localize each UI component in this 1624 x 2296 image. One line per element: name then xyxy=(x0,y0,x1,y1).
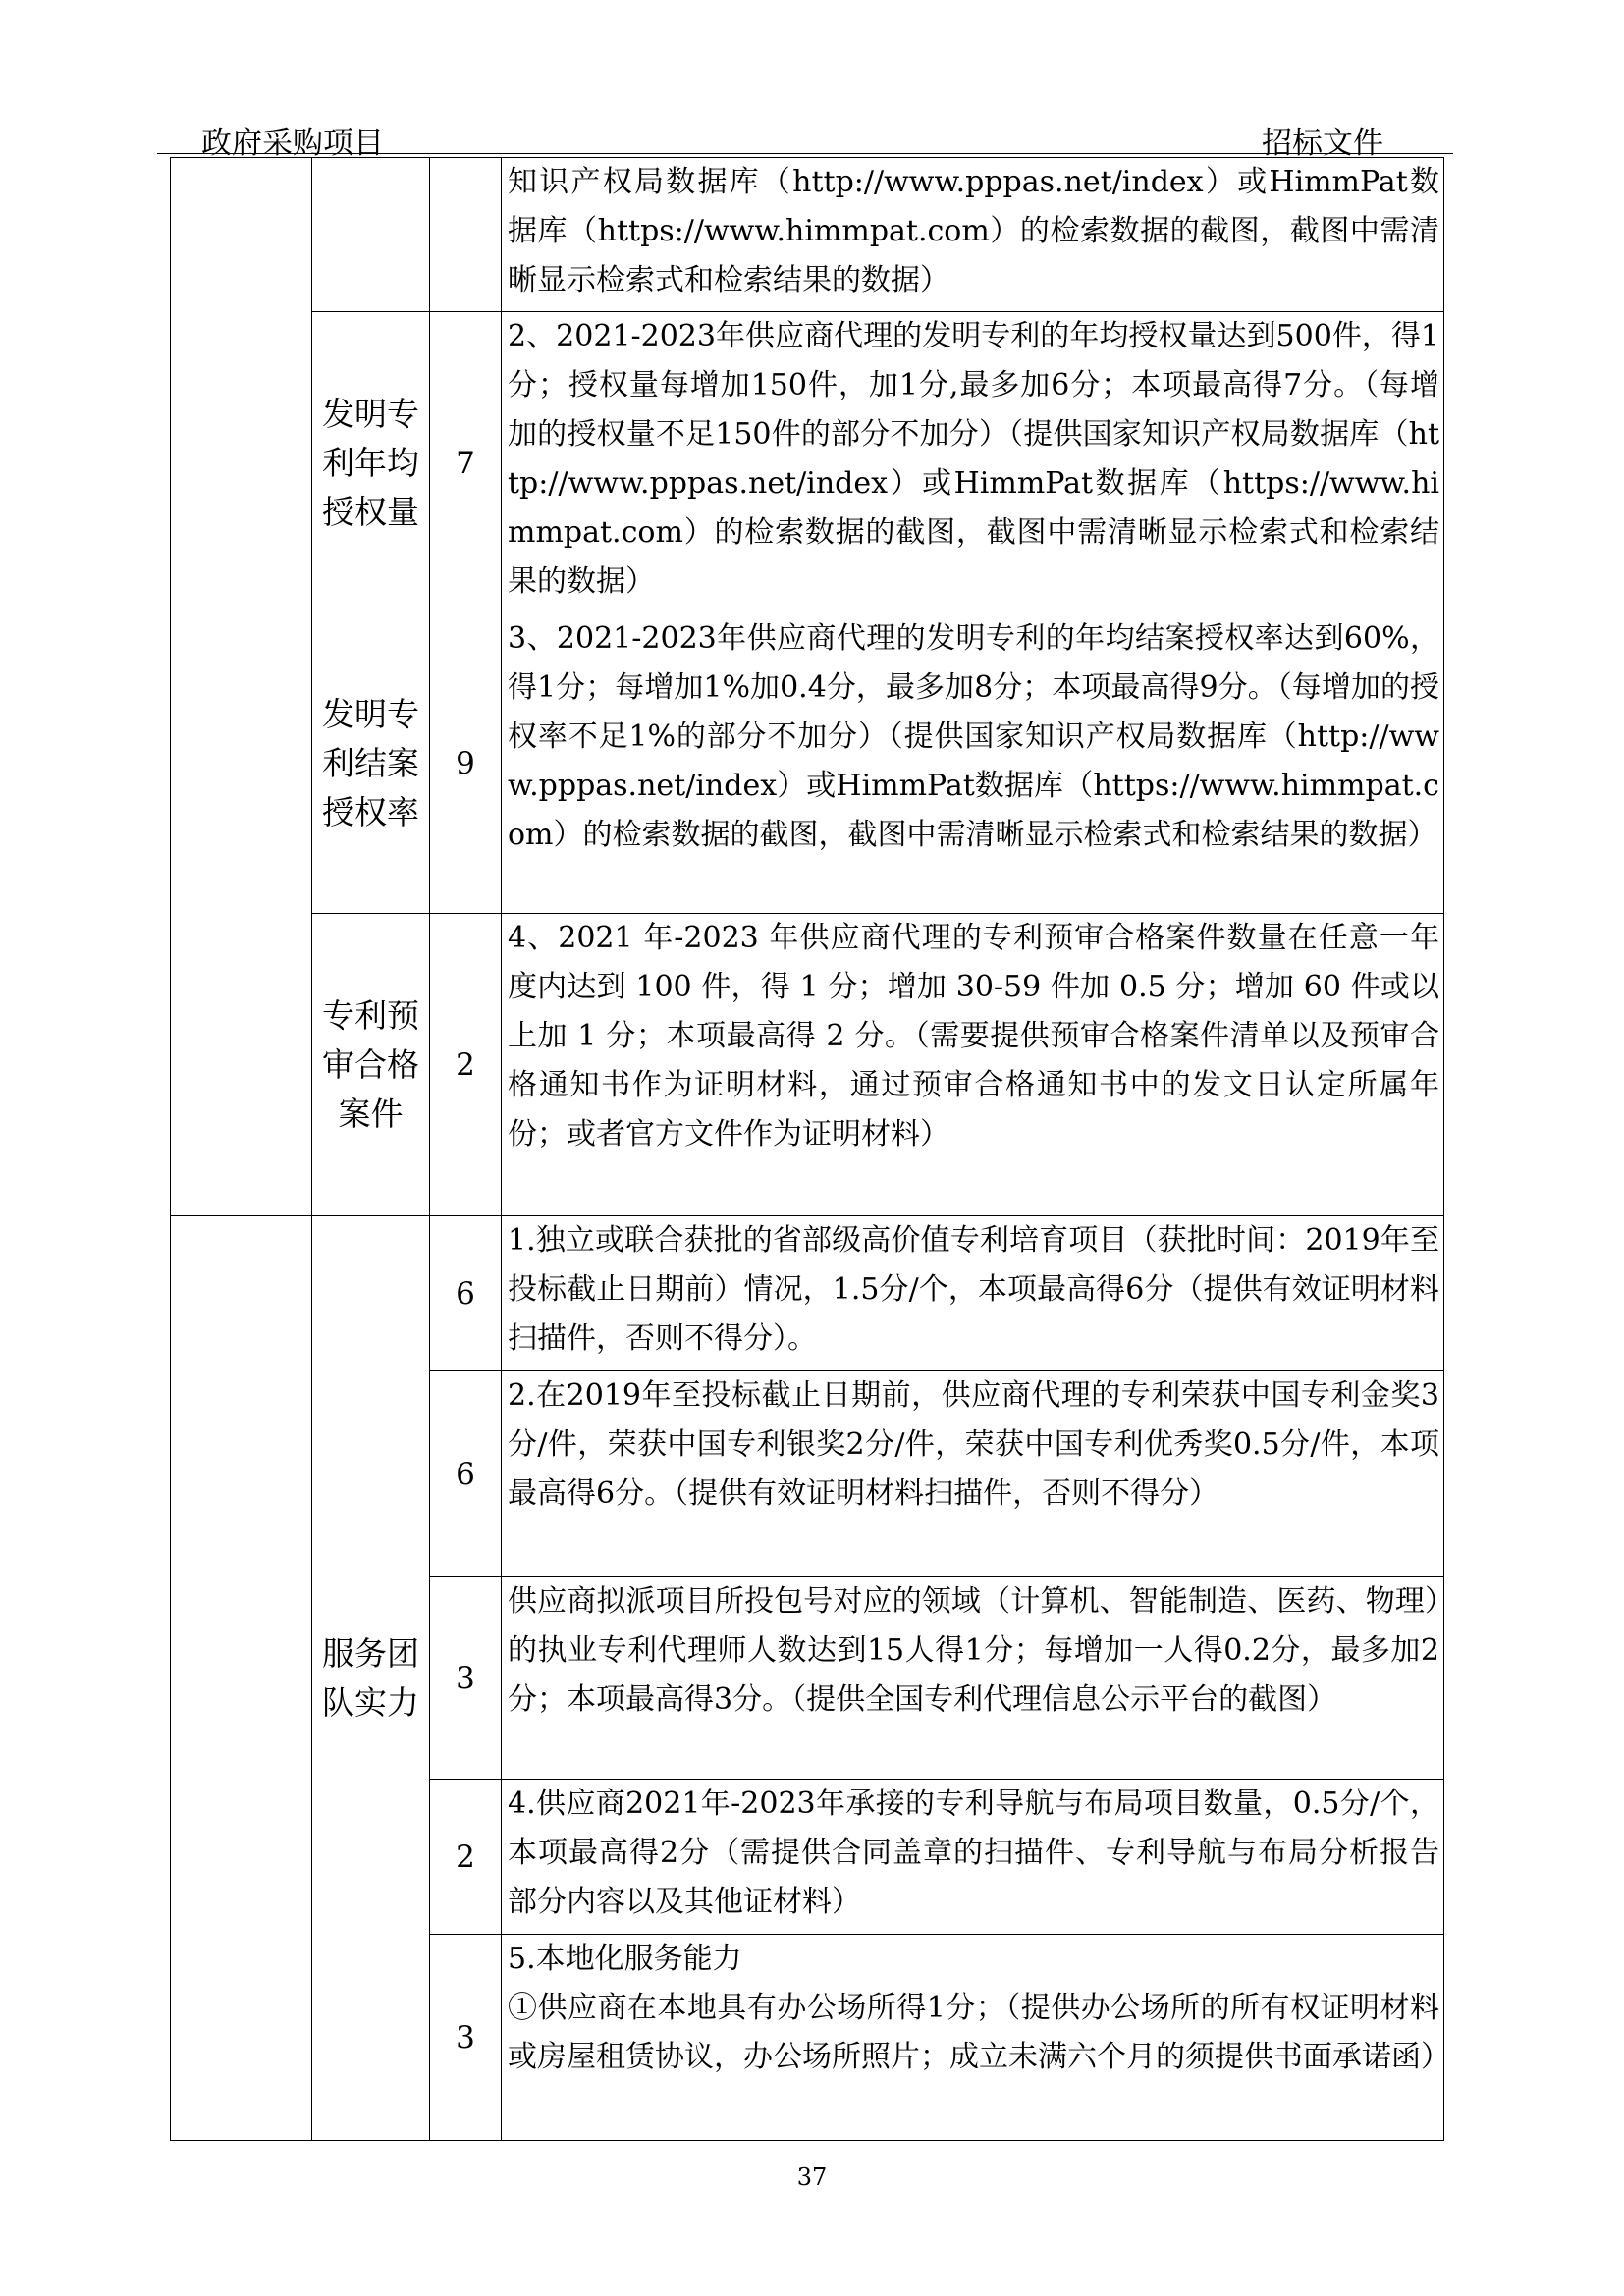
criteria-cell: 供应商拟派项目所投包号对应的领域（计算机、智能制造、医药、物理）的执业专利代理师人数达到15人得1分；每增加一人得0.2分，最多加2分；本项最高得3分。（提供全国专利代理信息公示平台的截图） xyxy=(502,1577,1444,1780)
score-cell: 6 xyxy=(430,1371,502,1577)
score-cell xyxy=(430,158,502,312)
criteria-cell: 2.在2019年至投标截止日期前，供应商代理的专利荣获中国专利金奖3分/件，荣获中国专利银奖2分/件，荣获中国专利优秀奖0.5分/件，本项最高得6分。（提供有效证明材料扫描件，否则不得分） xyxy=(502,1371,1444,1577)
criteria-cell: 2、2021-2023年供应商代理的发明专利的年均授权量达到500件，得1分；授权量每增加150件，加1分,最多加6分；本项最高得7分。（每增加的授权量不足150件的部分不加分）（提供国家知识产权局数据库（http://www.pppas.net/index）或HimmPat数据库（https://www.himmpat.com）的检索数据的截图，截图中需清晰显示检索式和检索结果的数据） xyxy=(502,312,1444,614)
score-cell: 3 xyxy=(430,1935,502,2141)
score-cell: 2 xyxy=(430,1780,502,1935)
criteria-cell: 4、2021 年-2023 年供应商代理的专利预审合格案件数量在任意一年度内达到 100 件，得 1 分；增加 30-59 件加 0.5 分；增加 60 件或以上加 1 分；本项最高得 2 分。（需要提供预审合格案件清单以及预审合格通知书作为证明材料，通过预审合格通知书中的发文日认定所属年份；或者官方文件作为证明材料） xyxy=(502,914,1444,1216)
item-name-cell: 发明专利结案授权率 xyxy=(312,614,430,914)
criteria-cell: 3、2021-2023年供应商代理的发明专利的年均结案授权率达到60%，得1分；每增加1%加0.4分，最多加8分；本项最高得9分。（每增加的授权率不足1%的部分不加分）（提供国家知识产权局数据库（http://www.pppas.net/index）或HimmPat数据库（https://www.himmpat.com）的检索数据的截图，截图中需清晰显示检索式和检索结果的数据） xyxy=(502,614,1444,914)
item-name-cell xyxy=(312,158,430,312)
header-divider xyxy=(157,153,1453,154)
criteria-cell: 4.供应商2021年-2023年承接的专利导航与布局项目数量，0.5分/个，本项最高得2分（需提供合同盖章的扫描件、专利导航与布局分析报告部分内容以及其他证材料） xyxy=(502,1780,1444,1935)
criteria-cell: 5.本地化服务能力 ①供应商在本地具有办公场所得1分；（提供办公场所的所有权证明材料或房屋租赁协议，办公场所照片；成立未满六个月的须提供书面承诺函） xyxy=(502,1935,1444,2141)
table-row xyxy=(171,1216,1444,1371)
header-project-label: 政府采购项目 xyxy=(201,126,384,161)
criteria-cell: 知识产权局数据库（http://www.pppas.net/index）或HimmPat数据库（https://www.himmpat.com）的检索数据的截图，截图中需清晰显示检索式和检索结果的数据） xyxy=(502,158,1444,312)
score-cell: 6 xyxy=(430,1216,502,1371)
criteria-cell: 1.独立或联合获批的省部级高价值专利培育项目（获批时间：2019年至投标截止日期前）情况，1.5分/个，本项最高得6分（提供有效证明材料扫描件，否则不得分）。 xyxy=(502,1216,1444,1371)
page-number: 37 xyxy=(796,2163,828,2191)
table-row xyxy=(171,158,1444,312)
item-name-cell: 服务团队实力 xyxy=(312,1216,430,2141)
table-row xyxy=(171,614,1444,914)
category-cell xyxy=(171,158,312,1216)
category-cell xyxy=(171,1216,312,2141)
table-row xyxy=(171,914,1444,1216)
header-doc-label: 招标文件 xyxy=(1262,126,1383,161)
scoring-table xyxy=(170,157,1450,2141)
score-cell: 9 xyxy=(430,614,502,914)
score-cell: 3 xyxy=(430,1577,502,1780)
score-cell: 2 xyxy=(430,914,502,1216)
item-name-cell: 专利预审合格案件 xyxy=(312,914,430,1216)
item-name-cell: 发明专利年均授权量 xyxy=(312,312,430,614)
score-cell: 7 xyxy=(430,312,502,614)
table-row xyxy=(171,312,1444,614)
